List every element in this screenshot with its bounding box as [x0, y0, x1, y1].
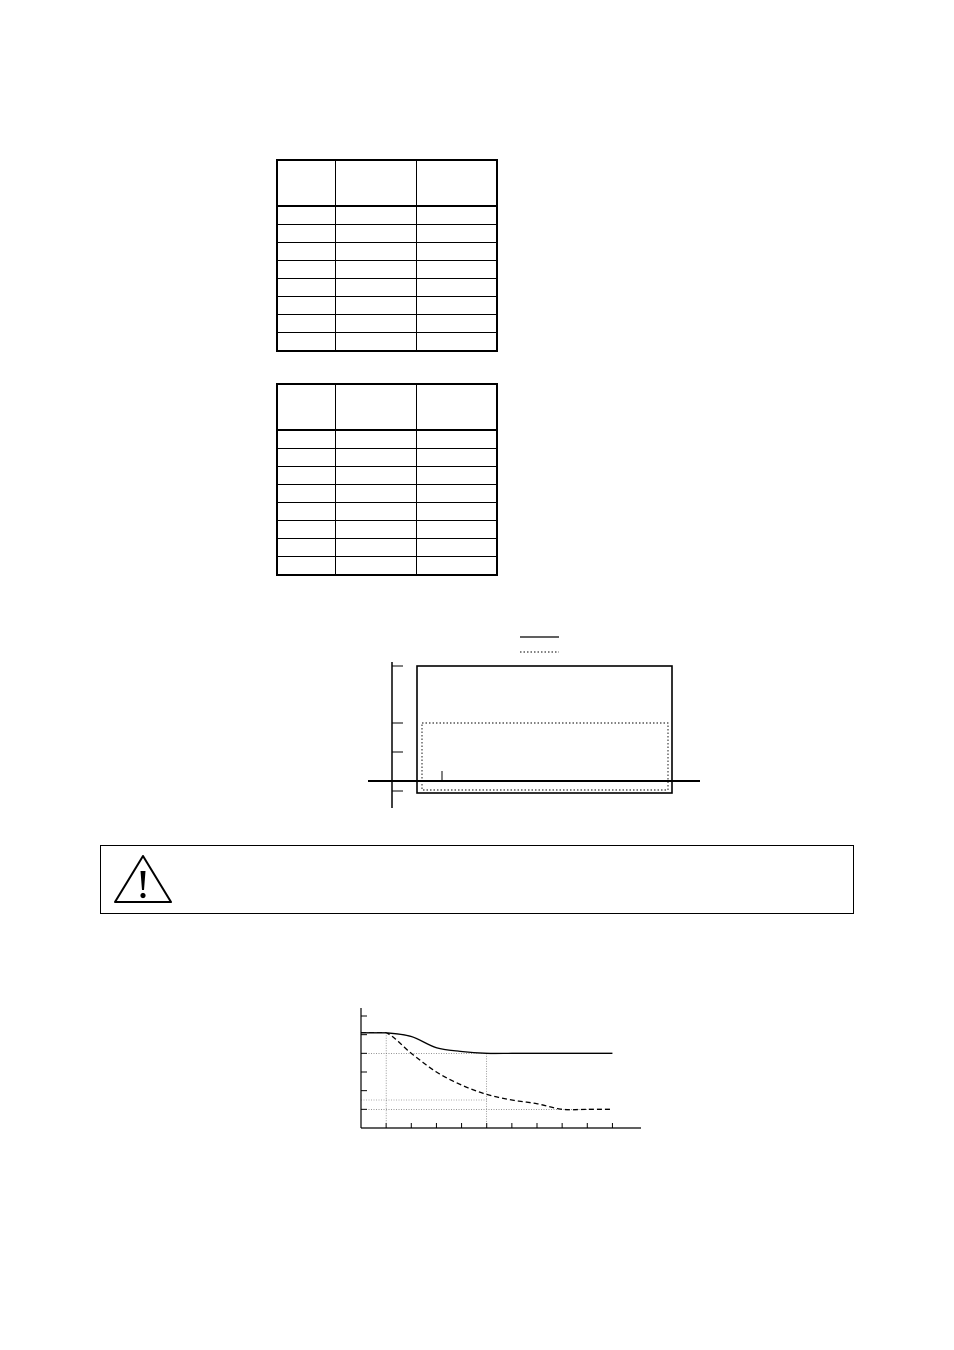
table-header-cell: [335, 160, 416, 206]
table-header-cell: [335, 384, 416, 430]
table-cell: [416, 521, 497, 539]
figure-1-solid-box: [417, 666, 672, 793]
table-row: [277, 243, 497, 261]
table-cell: [416, 503, 497, 521]
table-cell: [335, 297, 416, 315]
table-cell: [277, 449, 335, 467]
table-cell: [277, 539, 335, 557]
figure-1-y-ticks: [392, 666, 403, 791]
table-row: [277, 503, 497, 521]
table-header-cell: [416, 384, 497, 430]
table-cell: [277, 261, 335, 279]
table-cell: [277, 243, 335, 261]
table-cell: [416, 557, 497, 576]
table-cell: [416, 449, 497, 467]
table-cell: [335, 261, 416, 279]
table-row: [277, 449, 497, 467]
table-cell: [335, 206, 416, 225]
table-row: [277, 297, 497, 315]
table-2-body: [277, 384, 497, 575]
table-cell: [416, 467, 497, 485]
table-cell: [335, 557, 416, 576]
table-cell: [277, 315, 335, 333]
table-cell: [335, 315, 416, 333]
table-cell: [277, 467, 335, 485]
table-cell: [277, 521, 335, 539]
table-cell: [335, 449, 416, 467]
table-row: [277, 315, 497, 333]
table-row: [277, 261, 497, 279]
table-cell: [335, 467, 416, 485]
series-solid-line: [361, 1033, 612, 1054]
table-cell: [335, 279, 416, 297]
table-cell: [277, 557, 335, 576]
table-cell: [335, 539, 416, 557]
table-cell: [416, 333, 497, 352]
table-row: [277, 539, 497, 557]
table-cell: [277, 297, 335, 315]
table-cell: [416, 225, 497, 243]
figure-1-dotted-box: [422, 723, 668, 790]
table-cell: [335, 333, 416, 352]
table-row: [277, 279, 497, 297]
table-header-row: [277, 160, 497, 206]
warning-box: [100, 845, 854, 914]
table-row: [277, 485, 497, 503]
table-cell: [277, 206, 335, 225]
table-cell: [416, 539, 497, 557]
table-row: [277, 467, 497, 485]
table-cell: [416, 315, 497, 333]
table-cell: [416, 430, 497, 449]
chart-axes: [361, 1008, 641, 1128]
table-cell: [335, 485, 416, 503]
warning-triangle-icon: [112, 853, 174, 905]
data-table-1: [276, 159, 498, 352]
table-row: [277, 206, 497, 225]
waveform-figure: [360, 628, 705, 813]
table-cell: [277, 279, 335, 297]
table-cell: [335, 225, 416, 243]
table-cell: [416, 261, 497, 279]
table-row: [277, 225, 497, 243]
table-cell: [416, 206, 497, 225]
table-cell: [335, 243, 416, 261]
table-cell: [416, 485, 497, 503]
table-cell: [277, 503, 335, 521]
table-header-cell: [416, 160, 497, 206]
table-row: [277, 430, 497, 449]
table-cell: [277, 333, 335, 352]
table-cell: [416, 297, 497, 315]
table-cell: [277, 225, 335, 243]
table-1-body: [277, 160, 497, 351]
data-table-2: [276, 383, 498, 576]
table-header-cell: [277, 384, 335, 430]
table-row: [277, 333, 497, 352]
table-row: [277, 557, 497, 576]
table-cell: [416, 279, 497, 297]
figure-1-legend: [520, 637, 559, 652]
table-cell: [335, 503, 416, 521]
table-header-cell: [277, 160, 335, 206]
table-cell: [416, 243, 497, 261]
table-header-row: [277, 384, 497, 430]
table-cell: [335, 430, 416, 449]
table-cell: [277, 485, 335, 503]
table-cell: [277, 430, 335, 449]
chart-gridlines: [361, 1033, 587, 1128]
decay-curves-chart: [355, 1004, 655, 1144]
table-row: [277, 521, 497, 539]
table-cell: [335, 521, 416, 539]
